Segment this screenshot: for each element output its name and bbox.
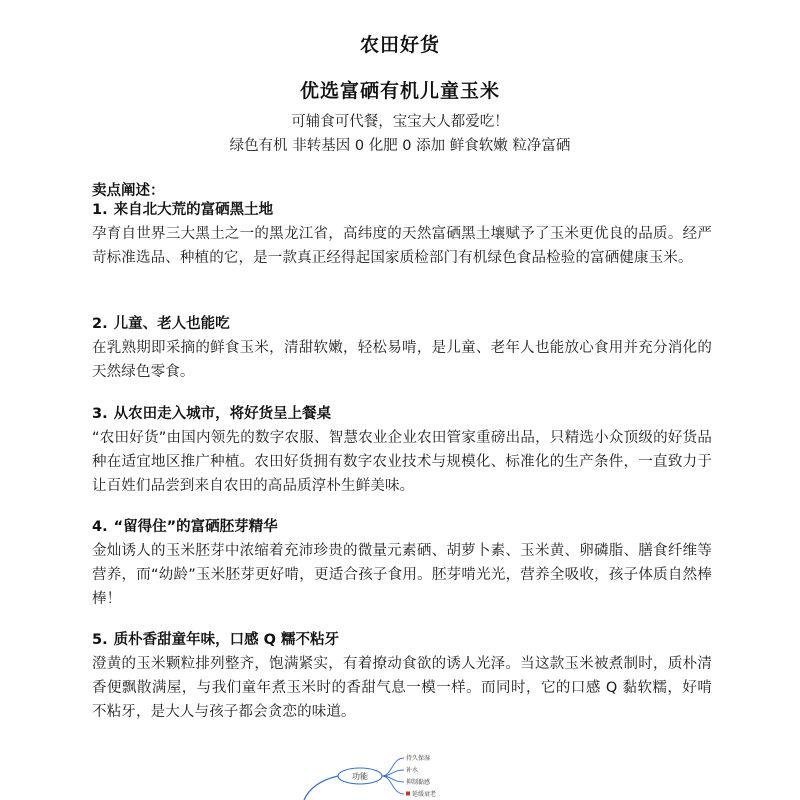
section-number: 5.: [92, 632, 108, 648]
mindmap-center-label: 功能: [352, 772, 368, 781]
section-body: 孕育自世界三大黑土之一的黑龙江省，高纬度的天然富硒黑土壤赋予了玉米更优良的品质。经严苛标准选品、种植的它，是一款真正经得起国家质检部门有机绿色食品检验的富硒健康玉米。: [92, 226, 712, 266]
section-title: 儿童、老人也能吃: [113, 316, 230, 332]
mindmap-branch-label: 补水: [406, 767, 419, 774]
section-5: [92, 628, 712, 724]
selling-points-heading: 卖点阐述：: [92, 183, 165, 199]
section-heading: [92, 198, 712, 222]
subtitle-line-1: 可辅食可代餐，宝宝大人都爱吃！: [291, 114, 509, 130]
section-title: “留得住”的富硒胚芽精华: [113, 519, 278, 535]
section-heading: [92, 312, 712, 336]
section-body: 在乳熟期即采摘的鲜食玉米，清甜软嫩，轻松易啃，是儿童、老年人也能放心食用并充分消化的天然绿色零食。: [92, 340, 712, 380]
section-4: [92, 515, 712, 611]
mindmap-branch-label: 抑制黏感: [406, 779, 431, 786]
mindmap-branch-line: [382, 758, 404, 776]
section-number: 1.: [92, 202, 108, 218]
section-number: 4.: [92, 519, 108, 535]
section-heading: [92, 628, 712, 652]
section-2: [92, 312, 712, 384]
mindmap-connector-line: [304, 776, 338, 800]
section-title: 来自北大荒的富硒黑土地: [113, 202, 274, 218]
mindmap-diagram: [300, 752, 470, 800]
section-heading: [92, 402, 712, 426]
section-heading: [92, 515, 712, 539]
section-body: 澄黄的玉米颗粒排列整齐，饱满紧实，有着撩动食欲的诱人光泽。当这款玉米被煮制时，质朴清香便飘散满屋，与我们童年煮玉米时的香甜气息一模一样。而同时，它的口感 Q 黏软糯，好啃不粘牙，是大人与孩子都会贪恋的味道。: [92, 656, 712, 720]
section-number: 2.: [92, 316, 108, 332]
mindmap-branch-label: 延缓衰老: [412, 791, 437, 798]
brand-heading: 农田好货: [359, 34, 440, 56]
section-1: [92, 198, 712, 270]
mindmap-branch-line: [382, 776, 404, 794]
subtitle-line-2: 绿色有机 非转基因 0 化肥 0 添加 鲜食软嫩 粒净富硒: [229, 138, 571, 154]
section-body: 金灿诱人的玉米胚芽中浓缩着充沛珍贵的微量元素硒、胡萝卜素、玉米黄、卵磷脂、膳食纤维等营养，而“幼龄”玉米胚芽更好啃，更适合孩子食用。胚芽啃光光，营养全吸收，孩子体质自然棒棒！: [92, 543, 712, 607]
mindmap-branch-label: 持久保湿: [406, 755, 431, 762]
section-3: [92, 402, 712, 498]
section-number: 3.: [92, 406, 108, 422]
section-title: 从农田走入城市，将好货呈上餐桌: [113, 406, 332, 422]
section-title: 质朴香甜童年味，口感 Q 糯不粘牙: [113, 632, 340, 648]
section-body: “农田好货”由国内领先的数字农服、智慧农业企业农田管家重磅出品，只精选小众顶级的好货品种在适宜地区推广种植。农田好货拥有数字农业技术与规模化、标准化的生产条件，一直致力于让百姓们品尝到来自农田的高品质淳朴生鲜美味。: [92, 430, 712, 494]
mindmap-branch-marker: [406, 792, 410, 796]
product-title: 优选富硒有机儿童玉米: [299, 80, 500, 102]
